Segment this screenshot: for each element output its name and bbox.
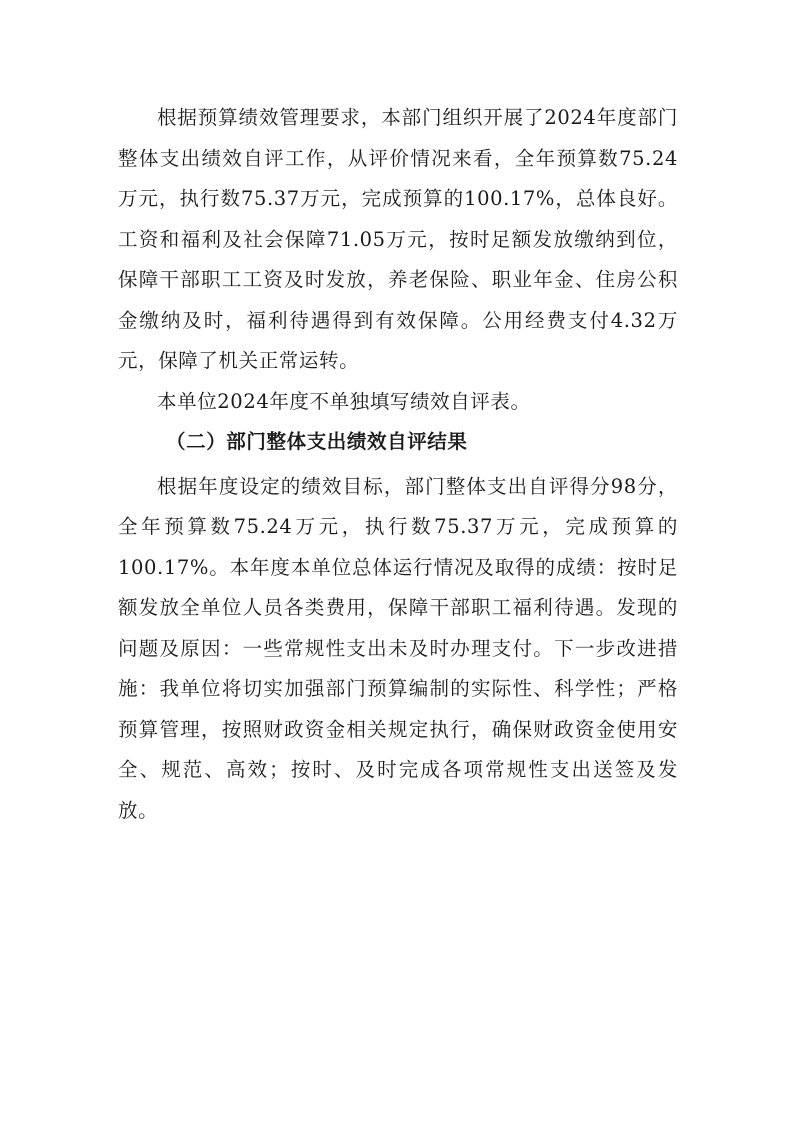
paragraph-self-evaluation-summary: 根据预算绩效管理要求，本部门组织开展了2024年度部门整体支出绩效自评工作，从评价情况来看，全年预算数75.24万元，执行数75.37万元，完成预算的100.17%，总体良好。工资和福利及社会保障71.05万元，按时足额发放缴纳到位，保障干部职工工资及时发放，养老保险、职业年金、住房公积金缴纳及时，福利待遇得到有效保障。公用经费支付4.32万元，保障了机关正常运转。 [118,106,678,372]
paragraph-no-separate-form: 本单位2024年度不单独填写绩效自评表。 [157,389,531,413]
paragraph-evaluation-results: 根据年度设定的绩效目标，部门整体支出自评得分98分，全年预算数75.24万元，执行数75.37万元，完成预算的100.17%。本年度本单位总体运行情况及取得的成绩：按时足额发放全单位人员各类费用，保障干部职工福利待遇。发现的问题及原因：一些常规性支出未及时办理支付。下一步改进措施：我单位将切实加强部门预算编制的实际性、科学性；严格预算管理，按照财政资金相关规定执行，确保财政资金使用安全、规范、高效；按时、及时完成各项常规性支出送签及发放。 [118,474,678,822]
section-heading-evaluation-results: （二）部门整体支出绩效自评结果 [166,430,468,453]
document-body [118,98,678,831]
